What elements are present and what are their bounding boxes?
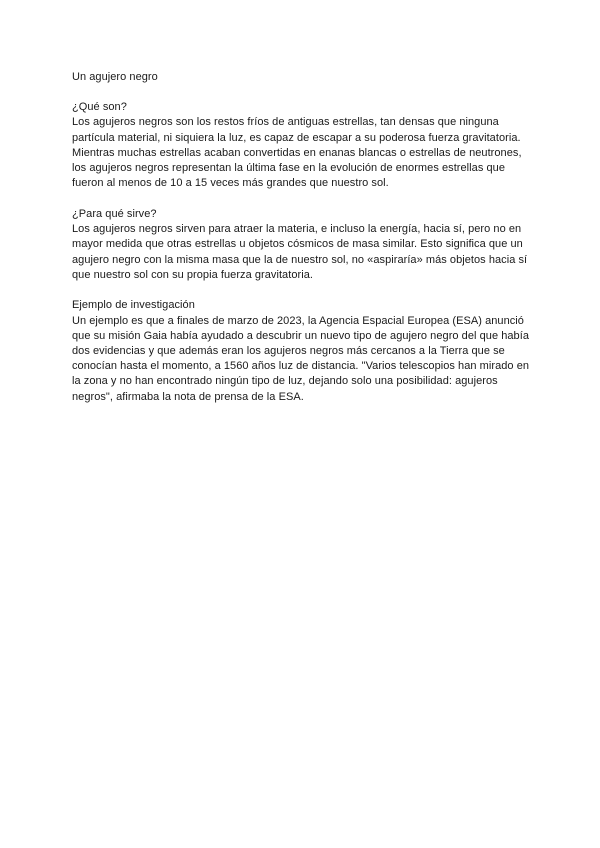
section-para-que-sirve <box>72 207 532 283</box>
section-que-son <box>72 100 532 191</box>
section-paragraph: Los agujeros negros son los restos fríos de antiguas estrellas, tan densas que ninguna partícula material, ni siquiera la luz, es capaz de escapar a su poderosa fuerza gravitatoria. Mientras muchas estrellas acaban convertidas en enanas blancas o estrellas de neutrones, los agujeros negros representan la última fase en la evolución de enormes estrellas que fueron al menos de 10 a 15 veces más grandes que nuestro sol. <box>72 116 522 190</box>
document-page <box>72 70 532 420</box>
section-paragraph: Un ejemplo es que a finales de marzo de 2023, la Agencia Espacial Europea (ESA) anunció que su misión Gaia había ayudado a descubrir un nuevo tipo de agujero negro del que había dos evidencias y que además eran los agujeros negros más cercanos a la Tierra que se conocían hasta el momento, a 1560 años luz de distancia. "Varios telescopios han mirado en la zona y no han encontrado ningún tipo de luz, dejando solo una posibilidad: agujeros negros", afirmaba la nota de prensa de la ESA. <box>72 314 530 403</box>
document-title: Un agujero negro <box>72 71 158 83</box>
section-heading: Ejemplo de investigación <box>72 299 195 312</box>
section-heading: ¿Qué son? <box>72 101 127 114</box>
section-heading: ¿Para qué sirve? <box>72 207 157 220</box>
section-paragraph: Los agujeros negros sirven para atraer la materia, e incluso la energía, hacia sí, pero no en mayor medida que otras estrellas u objetos cósmicos de masa similar. Esto significa que un agujero negro con la misma masa que la de nuestro sol, no «aspiraría» más objetos hacia sí que nuestro sol con su propia fuerza gravitatoria. <box>72 223 528 281</box>
section-ejemplo-investigacion <box>72 298 532 404</box>
